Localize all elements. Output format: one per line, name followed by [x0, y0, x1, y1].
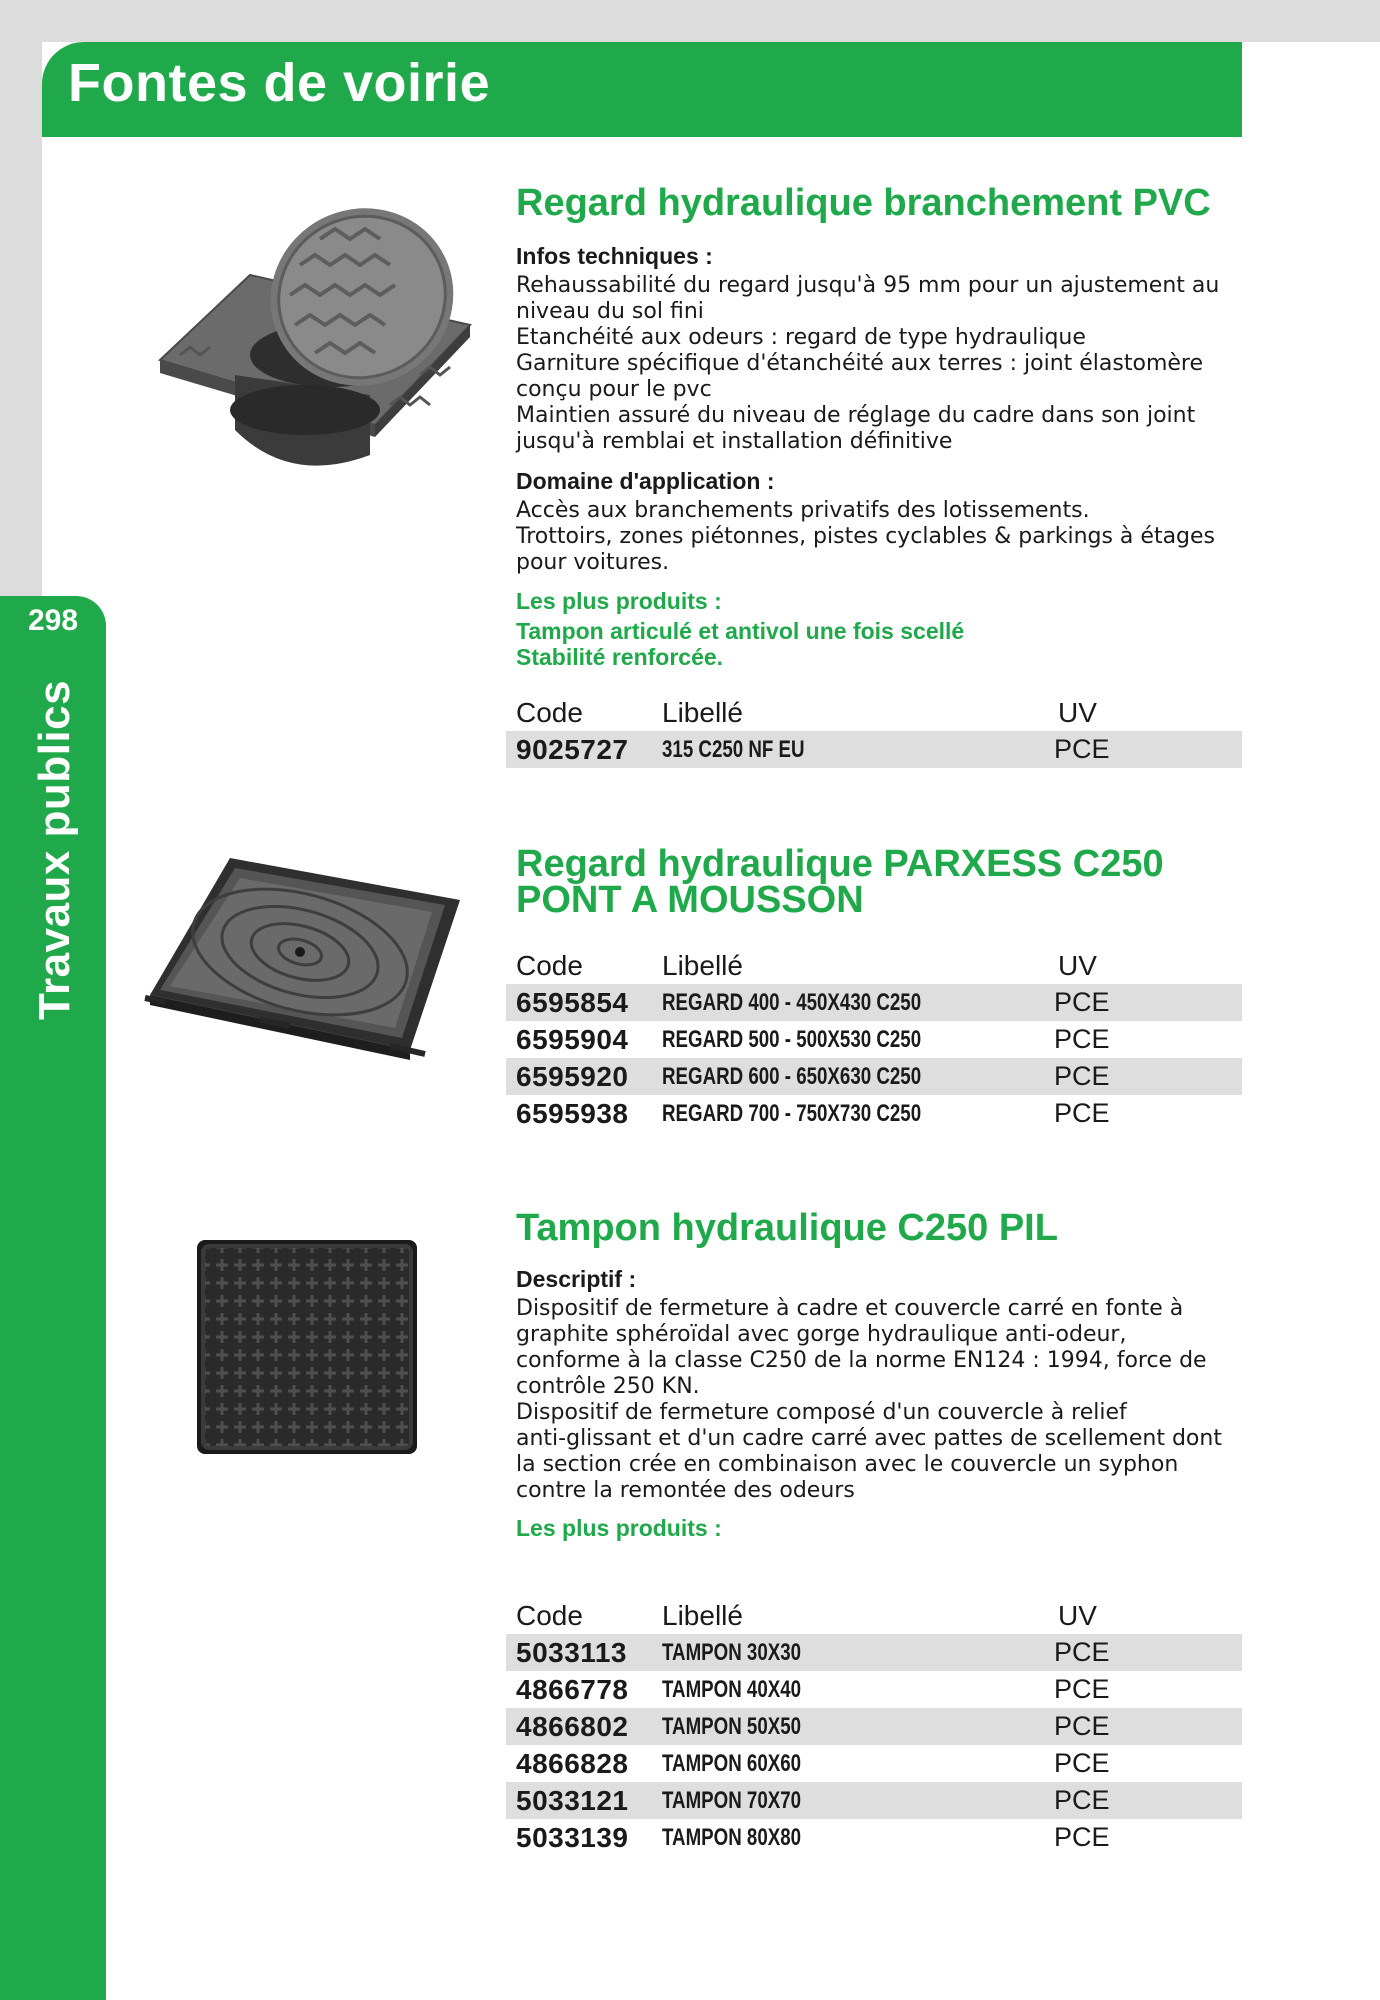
- infos-line: niveau du sol fini: [516, 299, 704, 324]
- cell-uv: PCE: [1054, 1748, 1110, 1778]
- header-uv: UV: [1058, 697, 1097, 728]
- infos-line: Rehaussabilité du regard jusqu'à 95 mm pour un ajustement au: [516, 273, 1220, 298]
- table-row: [506, 1058, 1242, 1095]
- header-libelle: Libellé: [662, 950, 743, 981]
- table-row: [506, 1782, 1242, 1819]
- header-uv: UV: [1058, 1600, 1097, 1631]
- left-margin: [0, 0, 42, 600]
- cell-code: 6595904: [516, 1024, 629, 1055]
- product-title: Tampon hydraulique C250 PIL: [516, 1207, 1058, 1249]
- desc-line: conforme à la classe C250 de la norme EN124 : 1994, force de: [516, 1348, 1207, 1373]
- desc-line: anti-glissant et d'un cadre carré avec pattes de scellement dont: [516, 1426, 1222, 1451]
- header-libelle: Libellé: [662, 697, 743, 728]
- infos-text: [516, 273, 1236, 455]
- product-table: [506, 697, 1242, 768]
- product-image-parxess: [140, 850, 460, 1060]
- product-title: [516, 843, 1164, 921]
- product-table: [506, 1600, 1242, 1856]
- cell-uv: PCE: [1054, 1674, 1110, 1704]
- cell-libelle: TAMPON 50X50: [662, 1713, 802, 1740]
- desc-line: Dispositif de fermeture composé d'un couvercle à relief: [516, 1400, 1127, 1425]
- header-uv: UV: [1058, 950, 1097, 981]
- cell-uv: PCE: [1054, 987, 1110, 1017]
- cell-uv: PCE: [1054, 1711, 1110, 1741]
- table-row: [506, 984, 1242, 1021]
- desc-line: graphite sphéroïdal avec gorge hydraulique anti-odeur,: [516, 1322, 1127, 1347]
- cell-libelle: REGARD 500 - 500X530 C250: [662, 1026, 922, 1053]
- cell-uv: PCE: [1054, 1024, 1110, 1054]
- infos-line: conçu pour le pvc: [516, 377, 712, 402]
- cell-libelle: REGARD 600 - 650X630 C250: [662, 1063, 922, 1090]
- plus-line: Stabilité renforcée.: [516, 644, 724, 670]
- header-code: Code: [516, 950, 583, 981]
- cell-code: 4866778: [516, 1674, 629, 1705]
- cell-libelle: TAMPON 40X40: [662, 1676, 802, 1703]
- domaine-line: Trottoirs, zones piétonnes, pistes cyclables & parkings à étages: [516, 524, 1216, 549]
- cell-libelle: TAMPON 80X80: [662, 1824, 802, 1851]
- cell-libelle: TAMPON 30X30: [662, 1639, 802, 1666]
- cell-code: 5033121: [516, 1785, 629, 1816]
- domaine-line: pour voitures.: [516, 550, 670, 575]
- product-title-line: PONT A MOUSSON: [516, 879, 864, 921]
- descriptif-label: Descriptif :: [516, 1266, 637, 1292]
- page-number: 298: [27, 604, 79, 637]
- cell-code: 4866828: [516, 1748, 629, 1779]
- cell-uv: PCE: [1054, 1637, 1110, 1667]
- plus-line: Tampon articulé et antivol une fois scellé: [516, 618, 965, 644]
- header-code: Code: [516, 1600, 583, 1631]
- cell-code: 9025727: [516, 734, 629, 765]
- cell-libelle: TAMPON 60X60: [662, 1750, 802, 1777]
- cell-code: 5033139: [516, 1822, 629, 1853]
- table-row: [506, 1095, 1242, 1132]
- cell-code: 6595920: [516, 1061, 629, 1092]
- cell-libelle: REGARD 400 - 450X430 C250: [662, 989, 922, 1016]
- table-header: [506, 950, 1242, 984]
- top-margin: [0, 0, 1380, 42]
- table-header: [506, 1600, 1242, 1634]
- product-title: Regard hydraulique branchement PVC: [516, 182, 1211, 224]
- page-title: Fontes de voirie: [68, 53, 491, 113]
- cell-code: 6595854: [516, 987, 629, 1018]
- desc-line: contre la remontée des odeurs: [516, 1478, 855, 1503]
- table-row: [506, 1819, 1242, 1856]
- cell-uv: PCE: [1054, 1822, 1110, 1852]
- header-libelle: Libellé: [662, 1600, 743, 1631]
- domaine-label: Domaine d'application :: [516, 468, 775, 494]
- cell-libelle: 315 C250 NF EU: [662, 736, 805, 763]
- plus-produits-label: Les plus produits :: [516, 1515, 722, 1541]
- product-table: [506, 950, 1242, 1132]
- desc-line: Dispositif de fermeture à cadre et couvercle carré en fonte à: [516, 1296, 1184, 1321]
- infos-line: jusqu'à remblai et installation définitive: [516, 429, 953, 454]
- cell-uv: PCE: [1054, 1785, 1110, 1815]
- table-row: [506, 1708, 1242, 1745]
- product-image-regard-pvc: [140, 205, 475, 485]
- cell-code: 4866802: [516, 1711, 629, 1742]
- table-header: [506, 697, 1242, 731]
- table-row: [506, 1634, 1242, 1671]
- infos-line: Etanchéité aux odeurs : regard de type hydraulique: [516, 325, 1086, 350]
- infos-line: Maintien assuré du niveau de réglage du cadre dans son joint: [516, 403, 1196, 428]
- cell-libelle: TAMPON 70X70: [662, 1787, 802, 1814]
- product-image-tampon-pil: [195, 1238, 420, 1456]
- table-row: [506, 1671, 1242, 1708]
- desc-line: contrôle 250 KN.: [516, 1374, 700, 1399]
- descriptif-text: [516, 1296, 1236, 1504]
- cell-libelle: REGARD 700 - 750X730 C250: [662, 1100, 922, 1127]
- cell-uv: PCE: [1054, 734, 1110, 764]
- domaine-line: Accès aux branchements privatifs des lotissements.: [516, 498, 1090, 523]
- desc-line: la section crée en combinaison avec le couvercle un syphon: [516, 1452, 1179, 1477]
- infos-label: Infos techniques :: [516, 243, 713, 269]
- plus-produits-text: [516, 618, 964, 670]
- table-row: [506, 1021, 1242, 1058]
- domaine-text: [516, 498, 1236, 576]
- cell-uv: PCE: [1054, 1061, 1110, 1091]
- infos-line: Garniture spécifique d'étanchéité aux terres : joint élastomère: [516, 351, 1204, 376]
- product-title-line: Regard hydraulique PARXESS C250: [516, 843, 1164, 885]
- cell-uv: PCE: [1054, 1098, 1110, 1128]
- section-title: Travaux publics: [30, 679, 79, 1020]
- table-row: [506, 1745, 1242, 1782]
- cell-code: 6595938: [516, 1098, 629, 1129]
- header-code: Code: [516, 697, 583, 728]
- plus-produits-label: Les plus produits :: [516, 588, 722, 614]
- table-row: [506, 731, 1242, 768]
- cell-code: 5033113: [516, 1637, 627, 1668]
